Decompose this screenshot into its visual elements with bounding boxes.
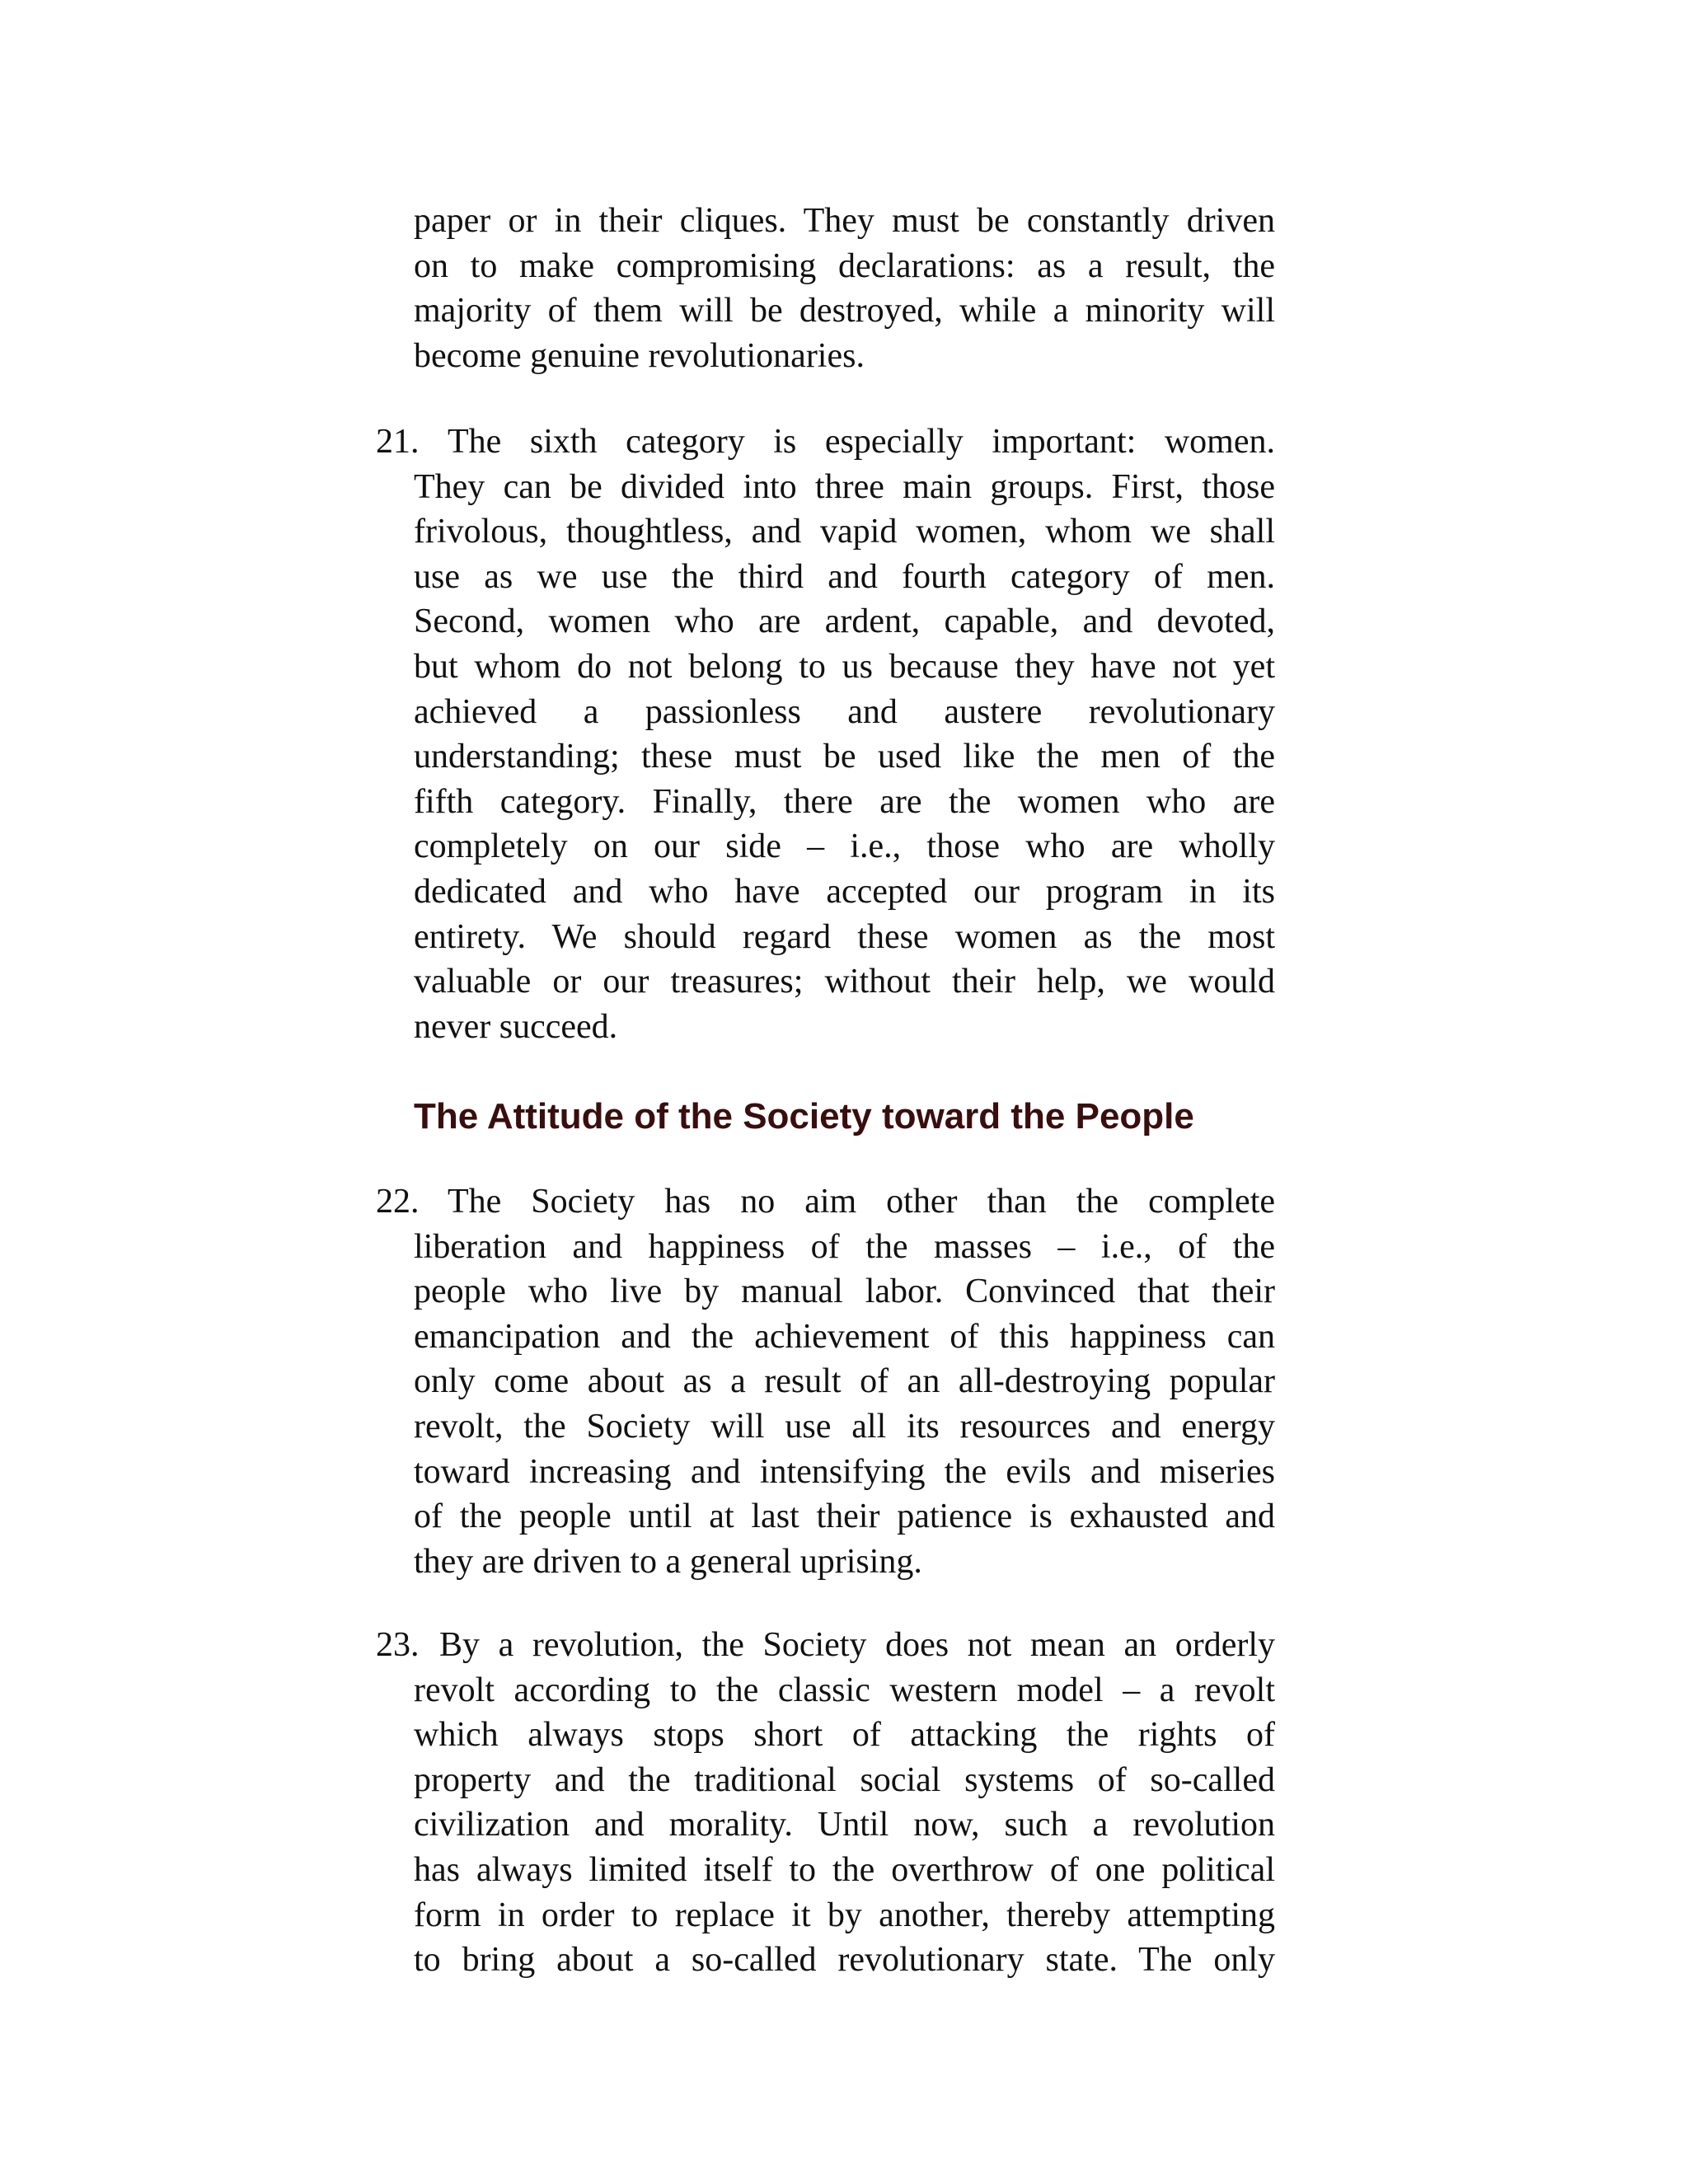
text-line: they are driven to a general uprising.: [414, 1542, 922, 1581]
text-line: emancipation and the achievement of this happiness can: [414, 1317, 1275, 1356]
text-line: become genuine revolutionaries.: [414, 336, 865, 375]
text-line: liberation and happiness of the masses – i.e., of the: [414, 1227, 1275, 1266]
paragraph-number: 22.: [376, 1183, 420, 1221]
text-line: They can be divided into three main groups. First, those: [414, 467, 1275, 506]
text-line: to bring about a so-called revolutionary state. The only: [414, 1941, 1275, 1980]
text-line: entirety. We should regard these women as the most: [414, 917, 1275, 956]
text-line: toward increasing and intensifying the evils and miseries: [414, 1452, 1275, 1491]
text-line: revolt, the Society will use all its resources and energy: [414, 1407, 1275, 1446]
text-line: has always limited itself to the overthrow of one political: [414, 1850, 1275, 1889]
text-line: fifth category. Finally, there are the women who are: [414, 782, 1275, 821]
text-line: The Society has no aim other than the complete: [448, 1183, 1275, 1221]
text-line: dedicated and who have accepted our program in its: [414, 872, 1275, 911]
text-line: only come about as a result of an all-destroying popular: [414, 1362, 1275, 1401]
text-line: completely on our side – i.e., those who are wholly: [414, 827, 1275, 866]
text-line: By a revolution, the Society does not mean an orderly: [439, 1626, 1275, 1664]
paragraph-23: [414, 1623, 1275, 1983]
text-line: of the people until at last their patience is exhausted and: [414, 1497, 1275, 1536]
text-line: revolt according to the classic western model – a revolt: [414, 1671, 1275, 1709]
text-line: understanding; these must be used like the men of the: [414, 738, 1275, 776]
text-line: on to make compromising declarations: as a result, the: [414, 246, 1275, 285]
text-line: use as we use the third and fourth category of men.: [414, 557, 1275, 596]
text-line: paper or in their cliques. They must be constantly driven: [414, 202, 1275, 240]
text-line: people who live by manual labor. Convinced that their: [414, 1272, 1275, 1311]
paragraph-number: 23.: [376, 1626, 420, 1664]
text-line: but whom do not belong to us because they have not yet: [414, 647, 1275, 686]
text-line: civilization and morality. Until now, such a revolution: [414, 1806, 1275, 1844]
text-line: which always stops short of attacking the rights of: [414, 1716, 1275, 1755]
section-heading: The Attitude of the Society toward the People: [414, 1096, 1194, 1137]
paragraph-continuation: [414, 199, 1275, 378]
text-line: The sixth category is especially important: women.: [448, 423, 1275, 461]
paragraph-number: 21.: [376, 423, 420, 461]
text-line: property and the traditional social systems of so-called: [414, 1760, 1275, 1799]
text-line: Second, women who are ardent, capable, and devoted,: [414, 602, 1275, 641]
text-line: form in order to replace it by another, thereby attempting: [414, 1896, 1275, 1934]
text-line: never succeed.: [414, 1007, 618, 1046]
paragraph-21: [414, 419, 1275, 1049]
text-line: valuable or our treasures; without their help, we would: [414, 963, 1275, 1001]
paragraph-22: [414, 1179, 1275, 1584]
text-line: achieved a passionless and austere revolutionary: [414, 692, 1275, 731]
text-line: majority of them will be destroyed, while a minority will: [414, 292, 1275, 330]
text-line: frivolous, thoughtless, and vapid women, whom we shall: [414, 513, 1275, 551]
